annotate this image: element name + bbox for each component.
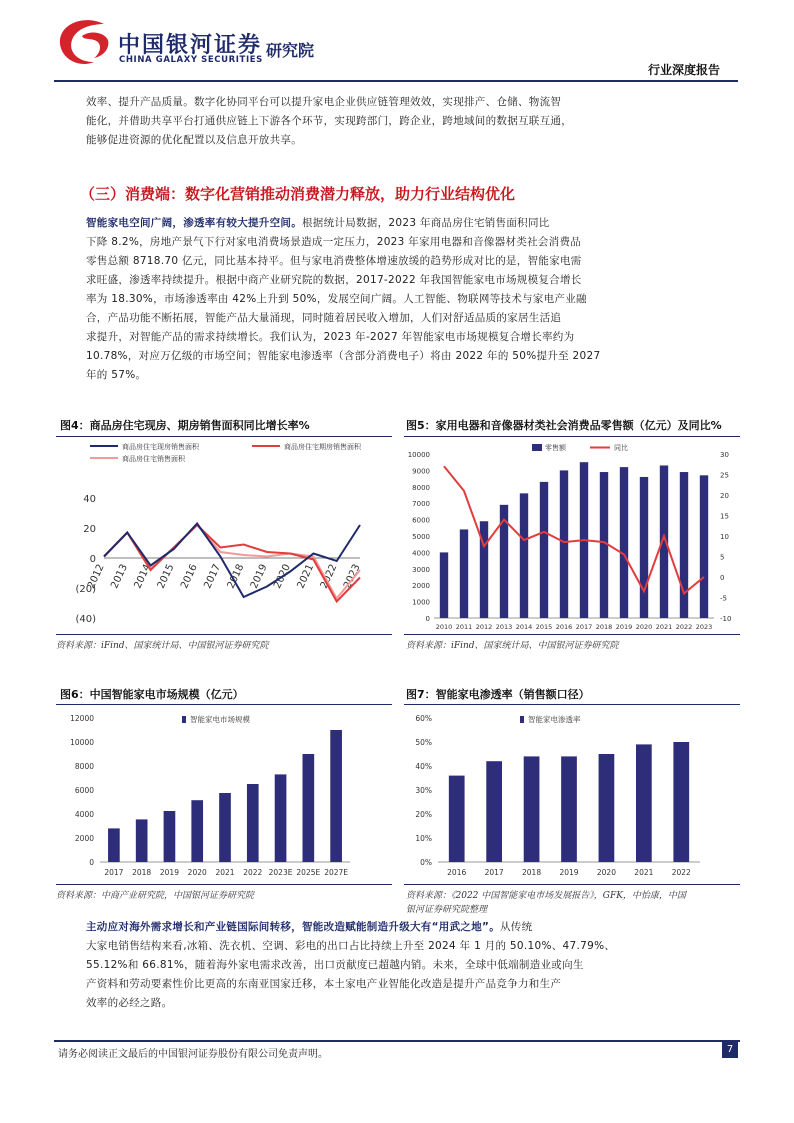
x-tick-label: 2011 (455, 623, 473, 631)
fig7-title: 图7：智能家电渗透率（销售额口径） (406, 688, 590, 701)
legend-label: 智能家电市场规模 (190, 715, 250, 724)
bar (136, 819, 148, 862)
y2-tick-label: 30 (720, 451, 729, 459)
x-tick-label: 2012 (85, 562, 107, 591)
x-tick-label: 2020 (635, 623, 653, 631)
x-tick-label: 2019 (559, 868, 579, 877)
fig7-chart (404, 706, 740, 882)
legend-label: 商品房住宅期房销售面积 (284, 443, 361, 451)
x-tick-label: 2019 (248, 562, 270, 591)
paragraph-lead: 智能家电空间广阔，渗透率有较大提升空间。 (86, 217, 302, 229)
legend-label: 商品房住宅销售面积 (122, 455, 185, 463)
y2-tick-label: -10 (720, 615, 732, 623)
text-line: 效率、提升产品质量。数字化协同平台可以提升家电企业供应链管理效效，实现排产、仓储、物流智 (86, 96, 562, 108)
y-tick-label: (40) (75, 614, 96, 625)
x-tick-label: 2020 (187, 868, 207, 877)
bar (673, 742, 689, 862)
x-tick-label: 2021 (215, 868, 235, 877)
x-tick-label: 2010 (435, 623, 453, 631)
x-tick-label: 2020 (596, 868, 616, 877)
y-tick-label: (20) (75, 584, 96, 595)
company-name-en: CHINA GALAXY SECURITIES (119, 55, 263, 65)
section-title: （三）消费端：数字化营销推动消费潜力释放，助力行业结构优化 (80, 185, 516, 203)
x-tick-label: 2017 (202, 562, 224, 591)
y-tick-label: 40 (83, 494, 96, 505)
fig5-title: 图5：家用电器和音像器材类社会消费品零售额（亿元）及同比% (406, 419, 722, 432)
x-tick-label: 2016 (555, 623, 573, 631)
fig7-title-rule (404, 704, 740, 705)
legend-swatch (182, 716, 186, 723)
bar (486, 761, 502, 862)
x-tick-label: 2022 (243, 868, 263, 877)
bar (330, 730, 342, 862)
company-name-cn: 中国银河证券 (118, 33, 263, 58)
x-tick-label: 2012 (475, 623, 493, 631)
legend-label: 智能家电渗透率 (528, 715, 581, 724)
x-tick-label: 2014 (515, 623, 533, 631)
fig4-title: 图4：商品房住宅现房、期房销售面积同比增长率% (60, 419, 310, 432)
y-tick-label: 2000 (412, 582, 430, 591)
x-tick-label: 2021 (295, 562, 317, 591)
y-tick-label: 6000 (74, 786, 94, 795)
bar (303, 754, 315, 862)
y-tick-label: 1000 (412, 598, 430, 607)
bar (449, 776, 465, 862)
y2-tick-label: 25 (720, 471, 729, 480)
bar (440, 552, 448, 618)
y-tick-label: 3000 (412, 565, 430, 574)
bar (680, 472, 688, 618)
fig7-source-line2: 银河证券研究院整理 (406, 905, 488, 915)
x-tick-label: 2019 (159, 868, 179, 877)
bar (520, 493, 528, 618)
page-number: 7 (722, 1042, 738, 1058)
bar (700, 475, 708, 618)
fig6-title-rule (56, 704, 392, 705)
y-tick-label: 30% (415, 786, 432, 795)
y-tick-label: 10% (415, 834, 432, 843)
footer-divider (54, 1040, 740, 1042)
bar (191, 800, 203, 862)
fig5-source-rule (404, 634, 740, 635)
text-line: 能够促进资源的优化配置以及信息开放共享。 (86, 134, 302, 146)
bar (561, 756, 577, 862)
x-tick-label: 2014 (132, 562, 154, 591)
y-tick-label: 0 (425, 615, 430, 623)
legend-label: 零售额 (545, 444, 566, 452)
x-tick-label: 2018 (595, 623, 613, 631)
paragraph-lead: 主动应对海外需求增长和产业链国际间转移，智能改造赋能制造升级大有“用武之地”。 (86, 921, 500, 933)
bar (524, 756, 540, 862)
fig6-source: 资料来源：中商产业研究院，中国银河证券研究院 (56, 891, 255, 901)
x-tick-label: 2017 (484, 868, 504, 877)
x-tick-label: 2022 (675, 623, 693, 631)
fig5-chart (404, 438, 742, 633)
y-tick-label: 0 (89, 554, 96, 565)
fig6-title: 图6：中国智能家电市场规模（亿元） (60, 688, 244, 701)
x-tick-label: 2021 (634, 868, 654, 877)
x-tick-label: 2018 (225, 562, 247, 591)
x-tick-label: 2017 (575, 623, 593, 631)
y2-tick-label: 20 (720, 492, 729, 500)
x-tick-label: 2018 (132, 868, 152, 877)
fig5-title-rule (404, 436, 740, 437)
institute-label: 研究院 (266, 41, 315, 60)
x-tick-label: 2015 (155, 562, 177, 591)
x-tick-label: 2016 (179, 562, 200, 591)
x-tick-label: 2013 (495, 623, 513, 631)
y-tick-label: 20% (415, 810, 432, 819)
fig4-source: 资料来源：iFind、国家统计局、中国银河证券研究院 (56, 641, 269, 651)
legend-swatch (532, 444, 542, 451)
bar (219, 793, 231, 862)
x-tick-label: 2023 (341, 562, 363, 591)
y-tick-label: 8000 (74, 762, 94, 771)
legend-swatch (520, 716, 524, 723)
x-tick-label: 2022 (671, 868, 691, 877)
bar (560, 470, 568, 618)
paragraph-export: 主动应对海外需求增长和产业链国际间转移，智能改造赋能制造升级大有“用武之地”。从传统 大家电销售结构来看,冰箱、洗衣机、空调、彩电的出口占比持续上升至 2024 年 1 月的 50.10%、47.79%、 55.12%和 66.81%，随着海外家电需求改善，出口贡献度已超越内销。未来，全球中低端制造业或向生 产资料和劳动要素性价比更高的东南亚国家迁移，本土家电产业智能化改造是提升产品竞争力和生产 效率的必经之路。 (86, 921, 616, 1009)
fig4-source-rule (56, 634, 392, 635)
y-tick-label: 20 (83, 524, 96, 535)
y2-tick-label: 0 (720, 574, 725, 582)
footer-disclaimer: 请务必阅读正文最后的中国银河证券股份有限公司免责声明。 (58, 1049, 328, 1060)
fig4-chart (56, 438, 392, 633)
y-tick-label: 5000 (412, 533, 430, 541)
x-tick-label: 2025E (296, 868, 321, 877)
y-tick-label: 40% (415, 762, 432, 771)
bar (636, 744, 652, 862)
x-tick-label: 2020 (272, 562, 293, 591)
y-tick-label: 6000 (412, 516, 430, 525)
y-tick-label: 50% (415, 738, 432, 747)
x-tick-label: 2021 (655, 623, 673, 631)
x-tick-label: 2023E (268, 868, 293, 877)
y-tick-label: 7000 (412, 500, 430, 509)
fig6-source-rule (56, 884, 392, 885)
y-tick-label: 9000 (412, 467, 430, 476)
bar (164, 811, 176, 862)
y-tick-label: 0 (89, 858, 94, 867)
fig4-title-rule (56, 436, 392, 437)
y2-tick-label: 15 (720, 512, 729, 521)
x-tick-label: 2013 (109, 562, 130, 591)
x-tick-label: 2027E (324, 868, 349, 877)
x-tick-label: 2017 (104, 868, 124, 877)
legend-label: 商品房住宅现房销售面积 (122, 443, 199, 451)
paragraph-smart-appliance: 智能家电空间广阔，渗透率有较大提升空间。根据统计局数据，2023 年商品房住宅销售面积同比 下降 8.2%，房地产景气下行对家电消费场景造成一定压力，2023 年家用电器和音像器材类社会消费品 零售总额 8718.70 亿元，同比基本持平。但与家电消费整体增速放缓的趋势形成对比的是，智能家电需 求旺盛，渗透率持续提升。根据中商产业研究院的数据，2017-2022 年我国智能家电市场规模复合增长 率为 18.30%，市场渗透率由 42%上升到 50%，发展空间广阔。人工智能、物联网等技术与家电产业融 合，产品功能不断拓展，智能产品大量涌现，同时随着居民收入增加，人们对舒适品质的家居生活追 求提升，对智能产品的需求持续增长。我们认为，2023 年-2027 年智能家电市场规模复合增长率约为 10.78%，对应万亿级的市场空间；智能家电渗透率（含部分消费电子）将由 2022 年的 50%提升至 2027 年的 57%。 (86, 217, 601, 381)
fig7-source-line1: 资料来源：《2022 中国智能家电市场发展报告》，GFK，中怡康，中国 (406, 891, 686, 901)
y-tick-label: 0% (420, 858, 432, 867)
bar (108, 828, 120, 862)
y2-tick-label: 10 (720, 533, 729, 541)
header-divider (54, 80, 738, 82)
fig7-source-rule (404, 884, 740, 885)
bar (640, 477, 648, 618)
x-tick-label: 2016 (447, 868, 467, 877)
y-tick-label: 4000 (412, 549, 430, 558)
fig5-source: 资料来源：iFind、国家统计局、中国银河证券研究院 (406, 641, 619, 651)
legend-label: 同比 (614, 444, 628, 452)
galaxy-logo-icon (54, 16, 112, 70)
y2-tick-label: -5 (720, 594, 727, 603)
y-tick-label: 10000 (70, 738, 94, 747)
y-tick-label: 60% (415, 714, 432, 723)
report-type: 行业深度报告 (648, 63, 721, 77)
y-tick-label: 2000 (74, 834, 94, 843)
bar (540, 482, 548, 618)
x-tick-label: 2023 (695, 623, 713, 631)
text-line: 能化，并借助共享平台打通供应链上下游各个环节，实现跨部门，跨企业，跨地域间的数据互联互通， (86, 115, 572, 127)
bar (460, 529, 468, 618)
x-tick-label: 2022 (318, 562, 340, 591)
fig6-chart (56, 706, 392, 882)
bar (599, 754, 615, 862)
x-tick-label: 2019 (615, 623, 633, 631)
bar (620, 467, 628, 618)
y-tick-label: 12000 (70, 714, 94, 723)
bar (247, 784, 259, 862)
y-tick-label: 8000 (412, 483, 430, 492)
y-tick-label: 10000 (407, 451, 430, 459)
x-tick-label: 2015 (535, 623, 553, 631)
intro-paragraph (86, 93, 704, 150)
header (0, 0, 794, 80)
y2-tick-label: 5 (720, 553, 725, 562)
bar (275, 774, 287, 862)
y-tick-label: 4000 (74, 810, 94, 819)
x-tick-label: 2018 (522, 868, 542, 877)
